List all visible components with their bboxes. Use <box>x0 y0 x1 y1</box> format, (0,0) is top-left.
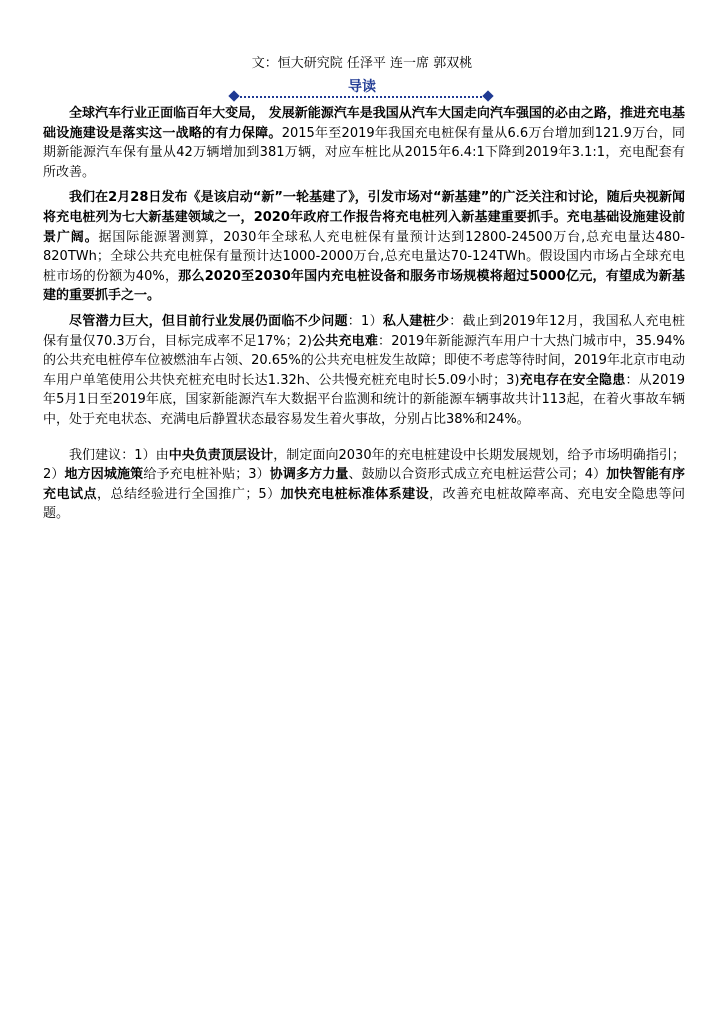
body-text: 给予充电桩补贴；3） <box>143 467 270 483</box>
body-text: 、鼓励以合资形式成立充电桩运营公司；4） <box>348 467 607 483</box>
body-text: ：2019年新能源汽车用户十大热门城市中，35.94%的公共充电桩停车位被燃油车占领、20.65%的公共充电桩发生故障；即使不考虑等待时间，2019年北京市电动车用户单笔使用公共快充桩充电时长达1.32h、公共慢充桩充电时长5.09小时；3) <box>43 333 685 388</box>
guide-title: 导读 <box>348 79 376 95</box>
body-text: ：截止到2019年12月，我国私人充电桩保有量仅70.3万台，目标完成率不足17%；2) <box>43 313 685 349</box>
article-body <box>43 104 685 530</box>
paragraph <box>43 104 685 182</box>
paragraph <box>43 188 685 306</box>
paragraph <box>43 446 685 524</box>
bold-text: 协调多方力量 <box>269 467 349 483</box>
body-text: ：从2019年5月1日至2019年底，国家新能源汽车大数据平台监测和统计的新能源车辆事故共计113起，在着火事故车辆中，处于充电状态、充满电后静置状态最容易发生着火事故，分别占比38%和24%。 <box>43 372 685 427</box>
bold-text: 全球汽车行业正面临百年大变局， 发展新能源汽车是我国从汽车大国走向汽车强国的必由之路，推进充电基础设施建设是落实这一战略的有力保障。 <box>43 106 685 141</box>
bold-text: 公共充电难 <box>311 333 379 349</box>
paragraph <box>43 312 685 430</box>
author-line: 文：恒大研究院 任泽平 连一席 郭双桃 <box>251 56 473 71</box>
bold-text: 那么2020至2030年国内充电桩设备和服务市场规模将超过5000亿元，有望成为新基建的重要抓手之一。 <box>43 268 685 304</box>
bold-text: 中央负责顶层设计 <box>168 447 274 463</box>
guide-heading-wrap <box>0 76 724 96</box>
body-text: ，制定面向2030年的充电桩建设中长期发展规划，给予市场明确指引；2） <box>43 447 685 483</box>
bold-text: 尽管潜力巨大，但目前行业发展仍面临不少问题 <box>69 313 348 329</box>
body-text: 我们建议：1）由 <box>69 447 169 463</box>
bold-text: 加快智能有序充电试点 <box>43 467 685 502</box>
body-text: 据国际能源署测算，2030年全球私人充电桩保有量预计达到12800-24500万台,总充电量达480-820TWh；全球公共充电桩保有量预计达1000-2000万台,总充电量达70-124TWh。假设国内市场占全球充电桩市场的份额为40%， <box>43 229 685 284</box>
body-text: ，改善充电桩故障率高、充电安全隐患等问题。 <box>43 486 685 522</box>
body-text: ：1） <box>347 313 383 329</box>
bold-text: 加快充电桩标准体系建设 <box>280 486 430 502</box>
dotted-divider <box>236 96 486 98</box>
bold-text: 地方因城施策 <box>64 467 144 483</box>
bold-text: 我们在2月28日发布《是该启动“新”一轮基建了》，引发市场对“新基建”的广泛关注和讨论，随后央视新闻将充电桩列为七大新基建领域之一，2020年政府工作报告将充电桩列入新基建重要抓手。充电基础设施建设前景广阔。 <box>43 190 685 245</box>
bold-text: 充电存在安全隐患 <box>519 372 626 388</box>
body-text: ，总结经验进行全国推广；5） <box>96 486 281 502</box>
body-text: 2015年至2019年我国充电桩保有量从6.6万台增加到121.9万台，同期新能源汽车保有量从42万辆增加到381万辆，对应车桩比从2015年6.4:1下降到2019年3.1:1，充电配套有所改善。 <box>43 125 685 180</box>
bold-text: 私人建桩少 <box>382 313 450 329</box>
